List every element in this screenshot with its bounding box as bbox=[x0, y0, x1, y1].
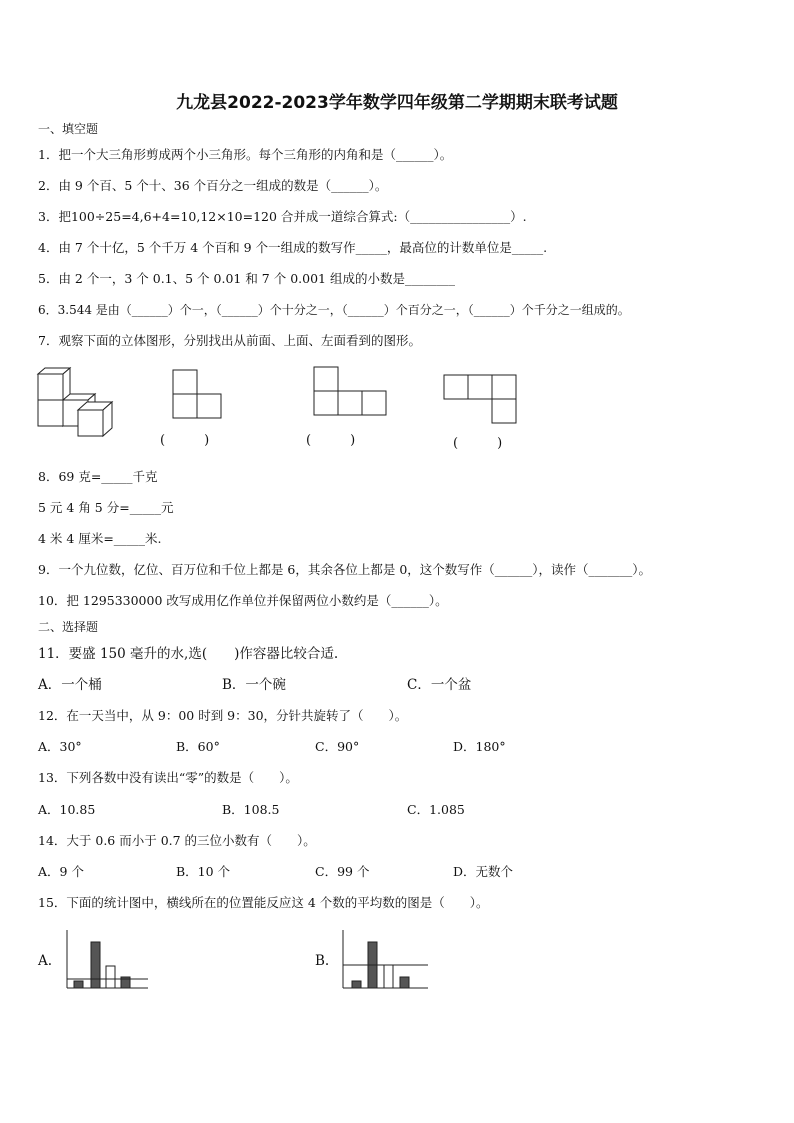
view-2-answer-blank[interactable]: ( ) bbox=[306, 433, 356, 448]
question-10: 10．把 1295330000 改写成用亿作单位并保留两位小数约是（______）。 bbox=[38, 593, 448, 608]
question-14-option-a[interactable]: A．9 个 bbox=[38, 864, 84, 879]
question-12-option-c[interactable]: C．90° bbox=[315, 739, 360, 754]
view-figure-1 bbox=[172, 369, 224, 419]
question-7: 7．观察下面的立体图形，分别找出从前面、上面、左面看到的图形。 bbox=[38, 333, 421, 348]
question-2: 2．由 9 个百、5 个十、36 个百分之一组成的数是（______）。 bbox=[38, 178, 388, 193]
question-14-option-b[interactable]: B．10 个 bbox=[176, 864, 231, 879]
question-12-option-b[interactable]: B．60° bbox=[176, 739, 220, 754]
question-15: 15．下面的统计图中，横线所在的位置能反应这 4 个数的平均数的图是（ ）。 bbox=[38, 895, 489, 910]
question-5: 5．由 2 个一，3 个 0.1、5 个 0.01 和 7 个 0.001 组成的小数是________ bbox=[38, 271, 455, 286]
view-3-answer-blank[interactable]: ( ) bbox=[453, 436, 503, 451]
question-3: 3．把100÷25=4,6+4=10,12×10=120 合并成一道综合算式:（________________）. bbox=[38, 209, 527, 224]
question-1: 1．把一个大三角形剪成两个小三角形。每个三角形的内角和是（______）。 bbox=[38, 147, 453, 162]
section-heading-fill-blank: 一、填空题 bbox=[38, 122, 99, 136]
bar-chart-option-a bbox=[66, 930, 150, 990]
view-figure-2 bbox=[313, 366, 389, 416]
question-6: 6．3.544 是由（______）个一，（______）个十分之一，（______）个百分之一，（______）个千分之一组成的。 bbox=[38, 303, 630, 317]
question-11-option-a[interactable]: A．一个桶 bbox=[38, 677, 102, 693]
question-13-option-b[interactable]: B．108.5 bbox=[222, 802, 280, 817]
question-13-option-a[interactable]: A．10.85 bbox=[38, 802, 96, 817]
question-4: 4．由 7 个十亿，5 个千万 4 个百和 9 个一组成的数写作_____，最高位的计数单位是_____. bbox=[38, 240, 548, 255]
question-13: 13．下列各数中没有读出“零”的数是（ ）。 bbox=[38, 770, 298, 785]
question-8-part-3: 4 米 4 厘米=_____米. bbox=[38, 531, 162, 546]
question-14: 14．大于 0.6 而小于 0.7 的三位小数有（ ）。 bbox=[38, 833, 316, 848]
question-12-option-a[interactable]: A．30° bbox=[38, 739, 82, 754]
section-heading-multiple-choice: 二、选择题 bbox=[38, 620, 99, 634]
page-title: 九龙县2022-2023学年数学四年级第二学期期末联考试题 bbox=[176, 93, 618, 113]
question-12: 12．在一天当中，从 9：00 时到 9：30，分针共旋转了（ ）。 bbox=[38, 708, 408, 723]
question-11-option-c[interactable]: C．一个盆 bbox=[407, 677, 472, 693]
question-13-option-c[interactable]: C．1.085 bbox=[407, 802, 465, 817]
question-14-option-c[interactable]: C．99 个 bbox=[315, 864, 370, 879]
view-1-answer-blank[interactable]: ( ) bbox=[160, 433, 210, 448]
question-12-option-d[interactable]: D．180° bbox=[453, 739, 506, 754]
question-11-option-b[interactable]: B．一个碗 bbox=[222, 677, 286, 693]
question-15-option-b-label[interactable]: B. bbox=[315, 953, 330, 969]
question-14-option-d[interactable]: D．无数个 bbox=[453, 864, 514, 879]
view-figure-3 bbox=[443, 374, 519, 424]
cube-solid-figure bbox=[36, 366, 126, 438]
question-15-option-a-label[interactable]: A. bbox=[38, 953, 53, 969]
question-11: 11．要盛 150 毫升的水,选( )作容器比较合适. bbox=[38, 646, 339, 662]
bar-chart-option-b bbox=[342, 930, 430, 990]
question-8-part-2: 5 元 4 角 5 分=_____元 bbox=[38, 500, 174, 515]
question-9: 9．一个九位数，亿位、百万位和千位上都是 6，其余各位上都是 0，这个数写作（______），读作（_______）。 bbox=[38, 562, 652, 577]
question-8-part-1: 8．69 克=_____千克 bbox=[38, 469, 158, 484]
